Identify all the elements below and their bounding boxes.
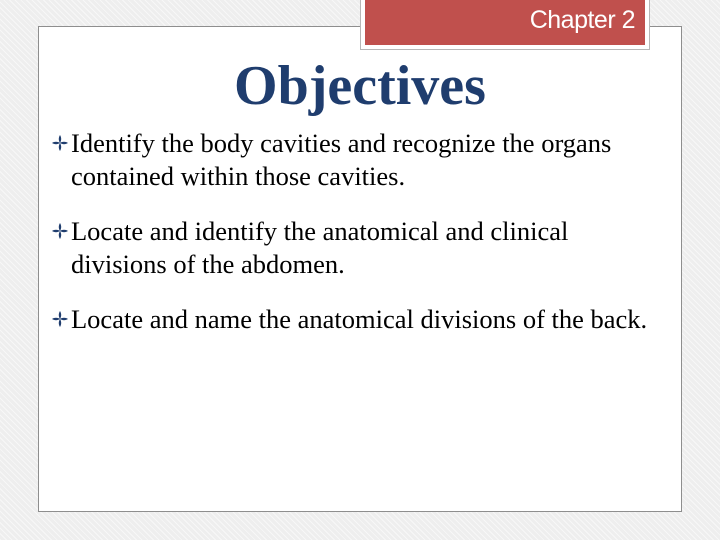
four-petal-diamond-icon (52, 223, 68, 239)
four-petal-diamond-icon (52, 311, 68, 327)
four-petal-diamond-icon (52, 135, 68, 151)
objective-item (52, 127, 662, 193)
objective-item (52, 215, 662, 281)
chapter-tab (360, 0, 650, 50)
page-title (0, 54, 720, 118)
chapter-tab-fill (365, 0, 645, 45)
objective-text: Locate and identify the anatomical and clinical divisions of the abdomen. (71, 216, 569, 279)
chapter-label: Chapter 2 (529, 6, 635, 34)
objective-text: Identify the body cavities and recognize the organs contained within those cavities. (71, 128, 612, 191)
page-title-text: Objectives (234, 55, 486, 117)
objective-text: Locate and name the anatomical divisions of the back. (71, 304, 648, 334)
objectives-list (52, 127, 662, 358)
objective-item (52, 303, 662, 336)
